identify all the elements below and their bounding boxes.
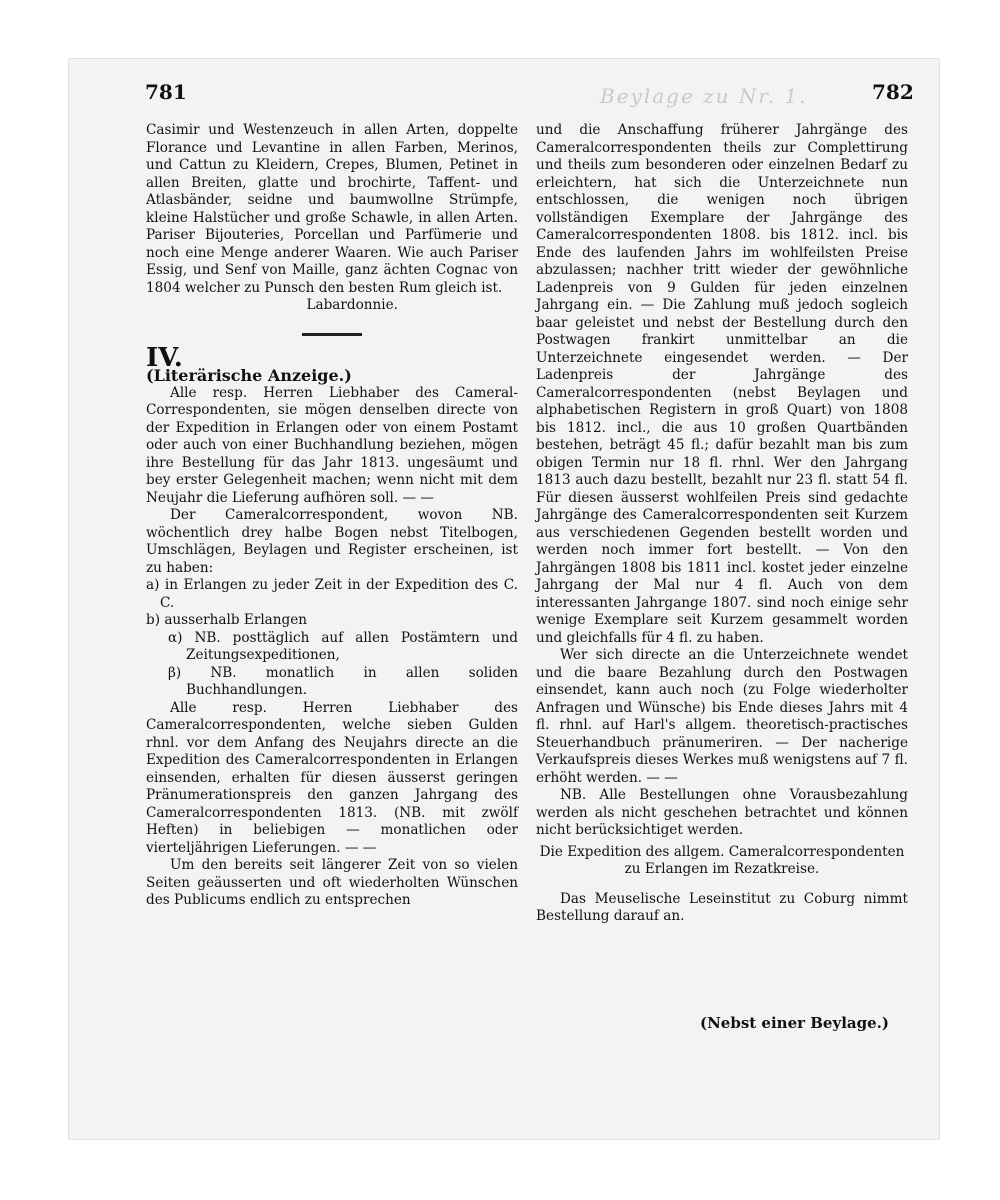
notice-paragraph: Alle resp. Herren Liebhaber des Cameral-Correspondenten, sie mögen denselben directe von der Expedition in Erlangen oder von einem Postamt oder auch von einer Buchhandlung beziehen, mögen ihre Bestellung für das Jahr 1813. ungesäumt und bey erster Gelegenheit machen; wenn nicht mit dem Neujahr die Lieferung aufhören soll. — — bbox=[146, 384, 518, 506]
notice-paragraph: Das Meuselische Leseinstitut zu Coburg nimmt Bestellung darauf an. bbox=[536, 890, 908, 924]
list-subitem: α) NB. posttäglich auf allen Postämtern und Zeitungsexpeditionen, bbox=[168, 629, 518, 663]
list-subitem: β) NB. monatlich in allen soliden Buchhandlungen. bbox=[168, 664, 518, 698]
page-number-right: 782 bbox=[872, 80, 914, 104]
supplement-note: (Nebst einer Beylage.) bbox=[700, 1014, 889, 1032]
advert-paragraph: Casimir und Westenzeuch in allen Arten, doppelte Florance und Levantine in allen Farben, Merinos, und Cattun zu Kleidern, Crepes, Blumen, Petinet in allen Breiten, glatte und brochirte, Taffent- und Atlasbänder, seidne und baumwollne Strümpfe, kleine Halstücher und große Schawle, in allen Arten. Pariser Bijouteries, Porcellan und Parfümerie und noch eine Menge anderer Waaren. Wie auch Pariser Essig, und Senf von Maille, ganz ächten Cognac von 1804 welcher zu Punsch den besten Rum gleich ist. bbox=[146, 122, 518, 296]
section-divider bbox=[302, 333, 362, 336]
notice-paragraph: NB. Alle Bestellungen ohne Vorausbezahlung werden als nicht geschehen betrachtet und können nicht berücksichtiget werden. bbox=[536, 787, 908, 838]
advert-signature: Labardonnie. bbox=[306, 297, 398, 313]
left-column bbox=[146, 122, 518, 910]
section-number: IV. bbox=[146, 342, 183, 373]
list-item: b) ausserhalb Erlangen bbox=[146, 612, 308, 628]
notice-paragraph: und die Anschaffung früherer Jahrgänge des Cameralcorrespondenten theils zur Complettirung und theils zum besonderen oder einzelnen Bedarf zu erleichtern, hat sich die Unterzeichnete nun entschlossen, die wenigen noch übrigen vollständigen Exemplare der Jahrgänge des Cameralcorrespondenten 1808. bis 1812. incl. bis Ende des laufenden Jahrs im wohlfeilsten Preise abzulassen; nachher tritt wieder der gewöhnliche Ladenpreis von 9 Gulden für jeden einzelnen Jahrgang ein. — Die Zahlung muß jedoch sogleich baar geleistet und nebst der Bestellung durch den Postwagen frankirt unmittelbar an die Unterzeichnete eingesendet werden. — Der Ladenpreis der Jahrgänge des Cameralcorrespondenten (nebst Beylagen und alphabetischen Registern in groß Quart) von 1808 bis 1812. incl., die aus 10 großen Quartbänden bestehen, beträgt 45 fl.; dafür bezahlt man bis zum obigen Termin nur 18 fl. rhnl. Wer den Jahrgang 1813 auch dazu bestellt, bezahlt nur 23 fl. statt 54 fl. Für diesen äusserst wohlfeilen Preis sind gedachte Jahrgänge des Cameralcorrespondenten seit Kurzem aus verschiedenen Gegenden bestellt worden und werden noch immer fort bestellt. — Von den Jahrgängen 1808 bis 1811 incl. kostet jeder einzelne Jahrgang der Mal nur 4 fl. Auch von dem interessanten Jahrgange 1807. sind noch einige sehr wenige Exemplare seit Kurzem gesammelt worden und gleichfalls für 4 fl. zu haben. bbox=[536, 122, 908, 646]
notice-paragraph: Um den bereits seit längerer Zeit von so vielen Seiten geäusserten und oft wiederholten Wünschen des Publicums endlich zu entsprechen bbox=[146, 857, 518, 908]
list-item: a) in Erlangen zu jeder Zeit in der Expedition des C. C. bbox=[146, 577, 518, 611]
right-column bbox=[536, 122, 908, 926]
publisher-signature: Die Expedition des allgem. Cameralcorrespondenten zu Erlangen im Rezatkreise. bbox=[539, 843, 905, 877]
notice-paragraph: Der Cameralcorrespondent, wovon NB. wöchentlich drey halbe Bogen nebst Titelbogen, Umschlägen, Beylagen und Register erscheinen, ist zu haben: bbox=[146, 507, 518, 576]
section-title: (Literärische Anzeige.) bbox=[146, 366, 352, 385]
page-number-left: 781 bbox=[145, 80, 187, 104]
notice-paragraph: Alle resp. Herren Liebhaber des Cameralcorrespondenten, welche sieben Gulden rhnl. vor dem Anfang des Neujahrs directe an die Expedition des Cameralcorrespondenten in Erlangen einsenden, erhalten für diesen äusserst geringen Pränumerationspreis den ganzen Jahrgang des Cameralcorrespondenten 1813. (NB. mit zwölf Heften) in beliebigen — monatlichen oder vierteljährigen Lieferungen. — — bbox=[146, 699, 518, 856]
notice-paragraph: Wer sich directe an die Unterzeichnete wendet und die baare Bezahlung durch den Postwagen einsendet, kann auch noch (zu Folge wiederholter Anfragen und Wünsche) bis Ende dieses Jahrs mit 4 fl. rhnl. auf Harl's allgem. theoretisch-practisches Steuerhandbuch pränumeriren. — Der nacherige Verkaufspreis dieses Werkes muß wenigstens auf 7 fl. erhöht werden. — — bbox=[536, 647, 908, 786]
bleed-through-header: Beylage zu Nr. 1. bbox=[600, 84, 808, 108]
